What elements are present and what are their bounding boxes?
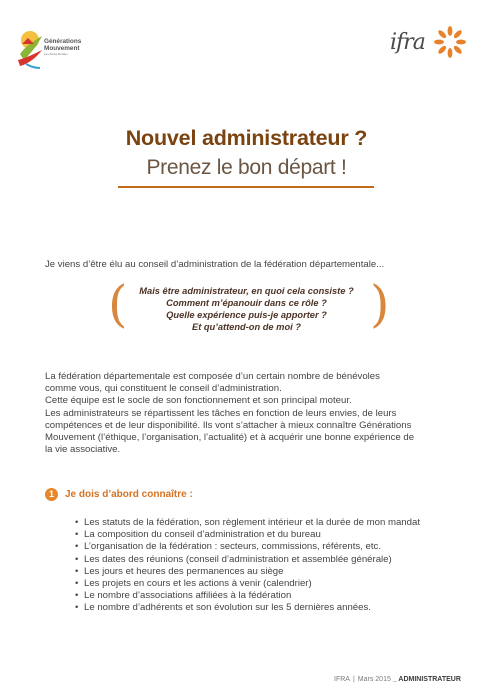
description-paragraph: [45, 371, 455, 456]
list-item: • Les projets en cours et les actions à venir (calendrier): [75, 578, 475, 590]
list-item: • La composition du conseil d’administration et du bureau: [75, 529, 475, 541]
paragraph-line: Mouvement (l’éthique, l’organisation, l’actualité) et à acquérir une bonne expérience de: [45, 432, 415, 444]
questions-block: [120, 285, 373, 333]
footer-section: _ ADMINISTRATEUR: [392, 676, 461, 683]
list-item: • Le nombre d’associations affiliées à la fédération: [75, 590, 475, 602]
generations-mouvement-emblem-icon: [16, 24, 46, 70]
list-item: • L’organisation de la fédération : secteurs, commissions, référents, etc.: [75, 541, 475, 553]
section-number-badge: 1: [45, 488, 58, 501]
section-title: Je dois d’abord connaître :: [65, 489, 193, 500]
paragraph-line: Cette équipe est le socle de son fonctionnement et son principal moteur.: [45, 395, 352, 407]
list-item: • Les dates des réunions (conseil d’administration et assemblée générale): [75, 554, 475, 566]
question-item: Comment m’épanouir dans ce rôle ?: [166, 298, 327, 308]
generations-mouvement-wordmark: [44, 38, 81, 56]
knowledge-list: [75, 517, 475, 615]
logo-line-3: Les Aînés Ruraux: [44, 52, 68, 56]
footer-separator: |: [352, 676, 355, 683]
logo-line-1: Générations: [44, 38, 82, 45]
sunflower-icon: [434, 26, 466, 58]
footer-org: IFRA: [334, 676, 350, 683]
paragraph-line: compétences et de leur disponibilité. Ils vont s’attacher à mieux connaître Générations: [45, 419, 412, 431]
paragraph-line: comme vous, qui constituent le conseil d’administration.: [45, 383, 282, 395]
paragraph-line: la vie associative.: [45, 444, 121, 456]
generations-mouvement-logo: [16, 24, 96, 72]
footer-date: Mars 2015: [357, 676, 391, 683]
question-item: Et qu’attend-on de moi ?: [192, 322, 301, 332]
page-title: Nouvel administrateur ?: [125, 126, 368, 150]
right-bracket-icon: ): [370, 275, 390, 333]
ifra-logo: [386, 24, 468, 60]
title-underline: [118, 186, 374, 188]
question-item: Mais être administrateur, en quoi cela consiste ?: [139, 286, 354, 296]
paragraph-line: Les administrateurs se répartissent les tâches en fonction de leurs envies, de leurs: [45, 407, 397, 419]
list-item: • Les jours et heures des permanences au siège: [75, 566, 475, 578]
logo-line-2: Mouvement: [44, 45, 80, 52]
list-item: • Les statuts de la fédération, son règlement intérieur et la durée de mon mandat: [75, 517, 475, 529]
page-subtitle: Prenez le bon départ !: [146, 156, 347, 179]
left-bracket-icon: (: [108, 275, 128, 333]
question-item: Quelle expérience puis-je apporter ?: [166, 310, 327, 320]
ifra-wordmark: ifra: [390, 30, 425, 55]
paragraph-line: La fédération départementale est composée d’un certain nombre de bénévoles: [45, 371, 380, 382]
intro-text: Je viens d’être élu au conseil d’administration de la fédération départementale...: [45, 259, 385, 270]
page-footer: [334, 676, 461, 683]
list-item: • Le nombre d’adhérents et son évolution sur les 5 dernières années.: [75, 602, 475, 614]
